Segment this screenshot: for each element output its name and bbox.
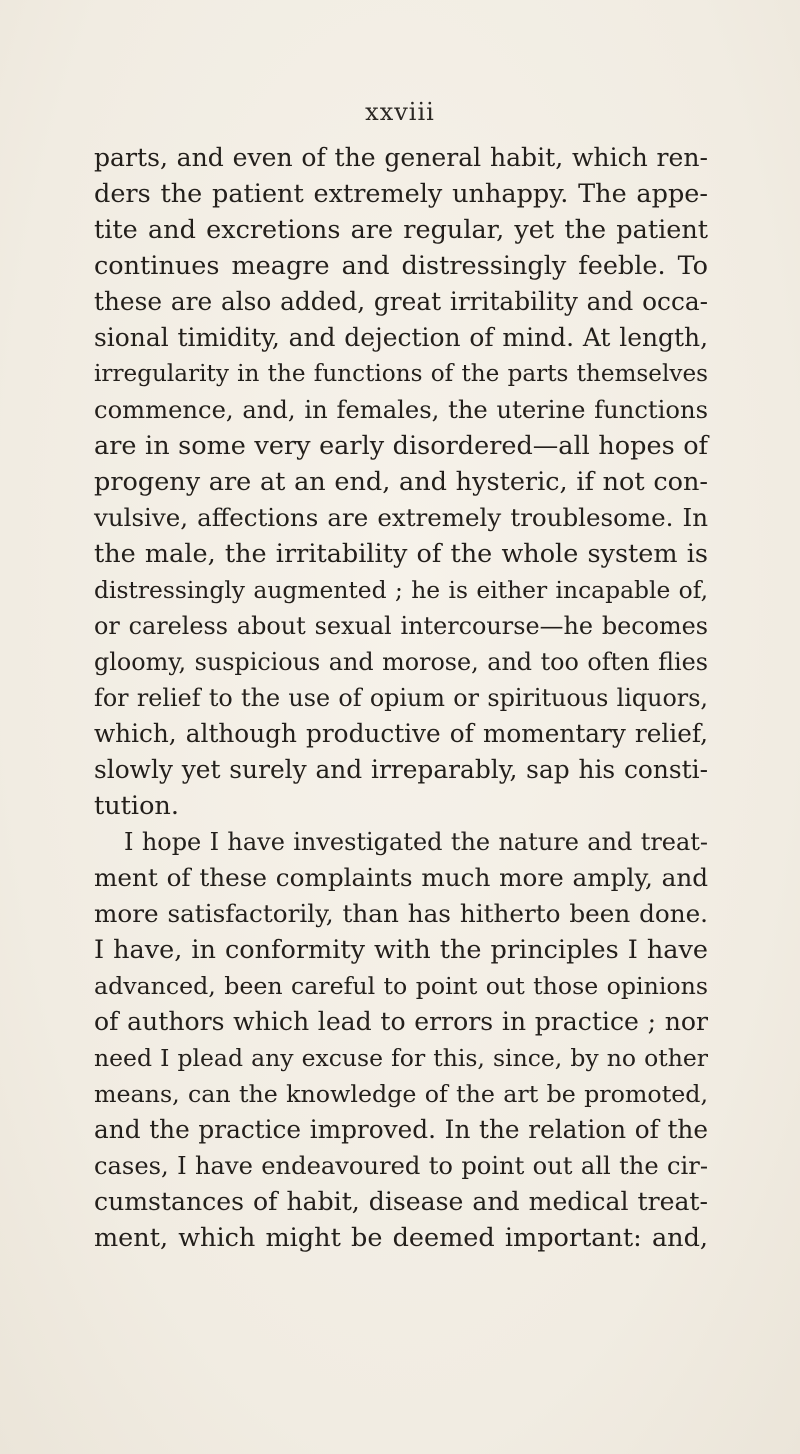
text-line: tution. [94,791,179,821]
text-line: ment of these complaints much more amply, and [94,863,708,892]
text-line: I have, in conformity with the principles I have [94,935,708,965]
text-line: sional timidity, and dejection of mind. At length, [94,323,708,352]
text-line: more satisfactorily, than has hitherto been done. [94,899,708,928]
body-text [94,140,708,1256]
text-line: or careless about sexual intercourse—he becomes [94,612,708,640]
text-line: the male, the irritability of the whole system is [94,539,708,569]
text-line: which, although productive of momentary relief, [94,719,708,748]
text-line: need I plead any excuse for this, since, by no other [94,1044,708,1072]
text-line: cumstances of habit, disease and medical treat- [94,1187,708,1216]
text-line: these are also added, great irritability and occa- [94,287,708,316]
page-number: xxviii [365,98,435,126]
text-line: tite and excretions are regular, yet the patient [94,215,708,245]
text-line: cases, I have endeavoured to point out all the cir- [94,1152,708,1180]
text-line: are in some very early disordered—all hopes of [94,431,708,461]
text-line: commence, and, in females, the uterine functions [94,396,708,424]
text-line: ment, which might be deemed important: and, [94,1223,708,1253]
text-line: and the practice improved. In the relation of the [94,1115,708,1144]
text-line: parts, and even of the general habit, which ren- [94,143,708,172]
text-line: gloomy, suspicious and morose, and too often flies [94,648,708,676]
text-line: distressingly augmented ; he is either incapable of, [94,576,708,604]
text-line: means, can the knowledge of the art be promoted, [94,1080,708,1108]
text-line: of authors which lead to errors in practice ; nor [94,1007,708,1036]
text-line: for relief to the use of opium or spirituous liquors, [94,684,708,712]
text-line: progeny are at an end, and hysteric, if not con- [94,467,708,497]
text-line: continues meagre and distressingly feeble. To [94,251,708,281]
text-line: advanced, been careful to point out those opinions [94,972,708,1000]
text-line: irregularity in the functions of the parts themselves [94,361,708,387]
text-line: ders the patient extremely unhappy. The appe- [94,179,708,209]
text-line: slowly yet surely and irreparably, sap his consti- [94,755,708,784]
text-line: vulsive, affections are extremely troublesome. In [94,503,708,532]
text-line: I hope I have investigated the nature and treat- [124,828,708,856]
